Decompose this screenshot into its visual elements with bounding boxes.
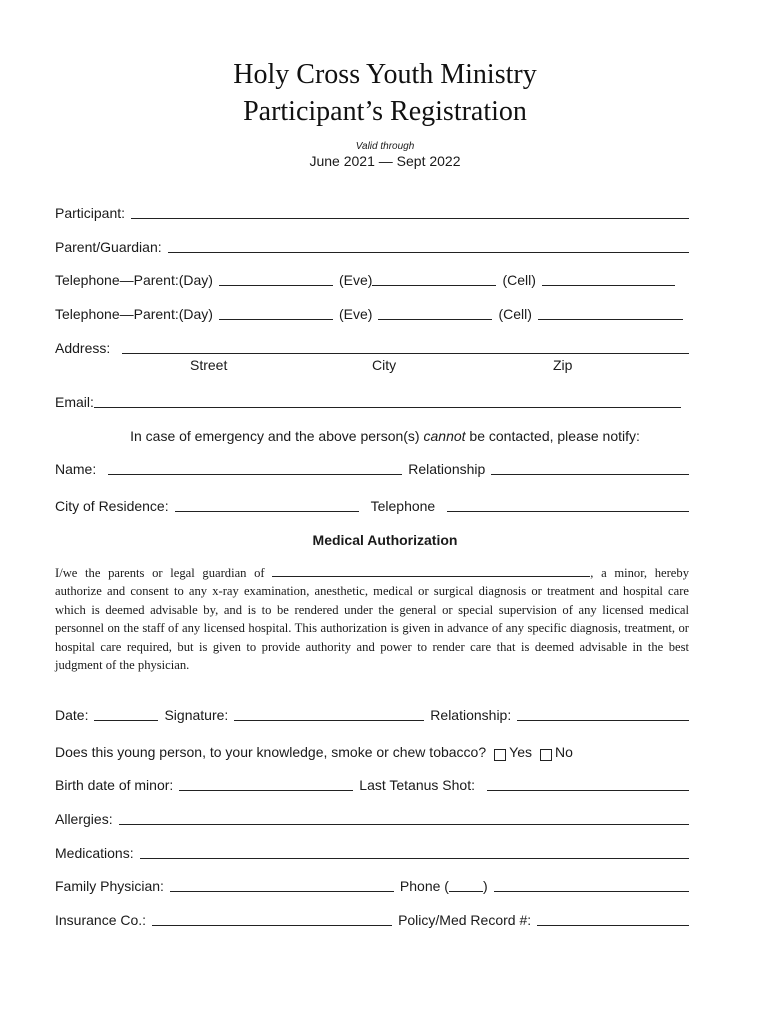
eve-label-2: (Eve): [338, 306, 373, 322]
medications-label: Medications:: [55, 845, 134, 861]
participant-row: [55, 202, 689, 222]
allergies-row: [55, 808, 689, 828]
address-field[interactable]: [122, 338, 689, 354]
medical-text-rest: , a minor, hereby authorize and consent to any x-ray examination, anesthetic, medical or surgical diagnosis or treatment and hospital care which is deemed advisable by, and is to be rendered under the general or special supervision of any licensed medical personnel on the staff of any licensed hospital. This authorization is given in advance of any specific diagnosis, treatment, or hospital care required, but is given to provide authority and power to render care that is deemed advisable in the best judgment of the physician.: [55, 566, 689, 673]
policy-label: Policy/Med Record #:: [398, 912, 532, 928]
address-row: [55, 337, 689, 357]
city-label: City: [372, 357, 397, 373]
emergency-name-row: [55, 458, 689, 478]
telephone-row-1: [55, 269, 675, 289]
physician-field[interactable]: [170, 876, 394, 892]
residence-row: [55, 495, 689, 515]
parent-guardian-label: Parent/Guardian:: [55, 239, 162, 255]
policy-field[interactable]: [537, 910, 689, 926]
cell-label: (Cell): [502, 272, 536, 288]
email-label: Email:: [55, 394, 94, 410]
date-label: Date:: [55, 707, 89, 723]
telephone-parent-label: Telephone—Parent:(Day): [55, 272, 213, 288]
telephone-row-2: [55, 303, 683, 323]
medications-row: [55, 842, 689, 862]
emergency-relationship-field[interactable]: [491, 459, 689, 475]
valid-dates: June 2021 — Sept 2022: [309, 153, 461, 169]
signature-field[interactable]: [234, 705, 424, 721]
yes-label: Yes: [509, 744, 532, 760]
signature-relationship-label: Relationship:: [430, 707, 512, 723]
participant-field[interactable]: [131, 203, 689, 219]
title-line-1: Holy Cross Youth Ministry: [233, 59, 537, 90]
valid-through-label: Valid through: [355, 141, 415, 152]
email-field[interactable]: [94, 392, 681, 408]
tetanus-field[interactable]: [487, 775, 689, 791]
phone-label: Phone (: [399, 878, 449, 894]
parent-guardian-row: [55, 236, 689, 256]
medications-field[interactable]: [140, 843, 689, 859]
physician-label: Family Physician:: [55, 878, 164, 894]
tobacco-row: [55, 741, 689, 761]
emergency-telephone-field[interactable]: [447, 496, 689, 512]
city-of-residence-label: City of Residence:: [55, 498, 169, 514]
no-label: No: [554, 744, 573, 760]
cell-phone-field-2[interactable]: [538, 304, 683, 320]
medical-authorization-text: [55, 564, 689, 674]
tetanus-label: Last Tetanus Shot:: [359, 777, 475, 793]
minor-name-field[interactable]: [272, 564, 590, 577]
eve-phone-field-1[interactable]: [372, 270, 496, 286]
eve-phone-field-2[interactable]: [378, 304, 492, 320]
zip-label: Zip: [553, 357, 573, 373]
emergency-notice: [0, 428, 770, 444]
city-of-residence-field[interactable]: [175, 496, 359, 512]
insurance-row: [55, 909, 689, 929]
no-checkbox[interactable]: [540, 749, 552, 761]
eve-label: (Eve): [338, 272, 373, 288]
birth-date-field[interactable]: [179, 775, 353, 791]
date-field[interactable]: [94, 705, 158, 721]
telephone-parent-label-2: Telephone—Parent:(Day): [55, 306, 213, 322]
address-label: Address:: [55, 340, 111, 356]
medical-text-start: I/we the parents or legal guardian of: [55, 566, 273, 580]
cell-phone-field-1[interactable]: [542, 270, 675, 286]
emergency-notice-pre: In case of emergency and the above person(s): [130, 428, 424, 444]
emergency-telephone-label: Telephone: [370, 498, 436, 514]
signature-row: [55, 704, 689, 724]
day-phone-field-2[interactable]: [219, 304, 333, 320]
birth-date-label: Birth date of minor:: [55, 777, 174, 793]
physician-phone-field[interactable]: [494, 876, 689, 892]
area-code-field[interactable]: [449, 876, 483, 892]
tobacco-question: Does this young person, to your knowledge, smoke or chew tobacco?: [55, 744, 487, 760]
parent-guardian-field[interactable]: [168, 237, 689, 253]
cell-label-2: (Cell): [498, 306, 532, 322]
birth-tetanus-row: [55, 774, 689, 794]
participant-label: Participant:: [55, 205, 126, 221]
physician-row: [55, 875, 689, 895]
day-phone-field-1[interactable]: [219, 270, 333, 286]
allergies-field[interactable]: [119, 809, 689, 825]
emergency-notice-emphasis: cannot: [423, 428, 466, 444]
yes-checkbox[interactable]: [494, 749, 506, 761]
email-row: [55, 391, 681, 411]
insurance-label: Insurance Co.:: [55, 912, 147, 928]
signature-label: Signature:: [164, 707, 229, 723]
allergies-label: Allergies:: [55, 811, 113, 827]
insurance-field[interactable]: [152, 910, 392, 926]
emergency-name-label: Name:: [55, 461, 97, 477]
emergency-relationship-label: Relationship: [408, 461, 486, 477]
medical-authorization-heading: Medical Authorization: [312, 532, 458, 548]
signature-relationship-field[interactable]: [517, 705, 689, 721]
phone-close: ): [482, 878, 488, 894]
emergency-notice-post: be contacted, please notify:: [465, 428, 640, 444]
emergency-name-field[interactable]: [108, 459, 402, 475]
street-label: Street: [190, 357, 228, 373]
title-line-2: Participant’s Registration: [243, 96, 527, 127]
